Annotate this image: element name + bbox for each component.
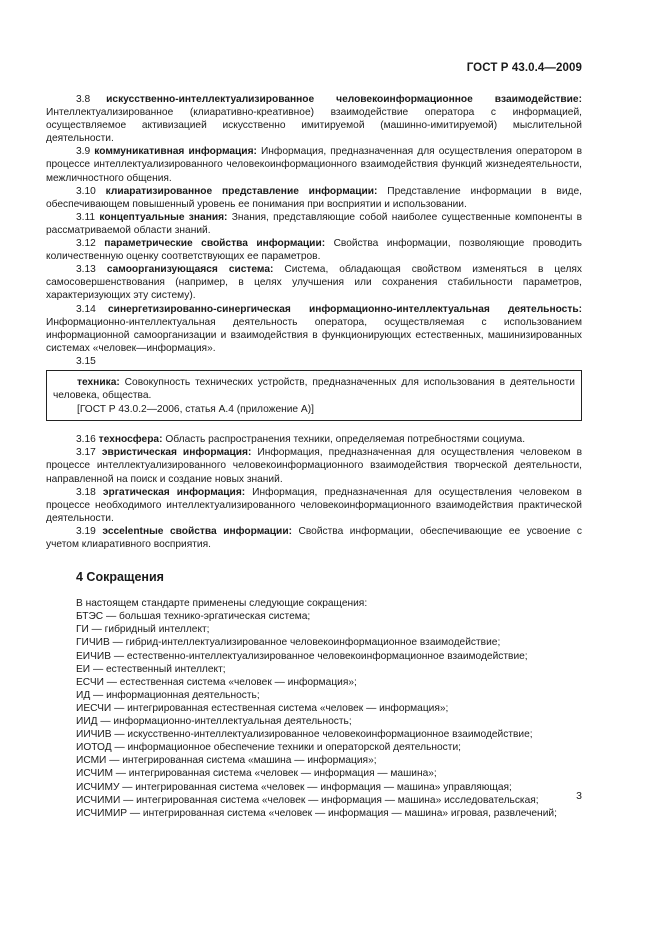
- term-definition: Представление информации в виде, обеспечивающем повышенный уровень ее понимания при восприятии и использовании.: [46, 185, 582, 210]
- abbreviations-list: [46, 610, 582, 806]
- term-entry: [46, 486, 582, 525]
- term-number: 3.16: [76, 434, 96, 446]
- abbreviation-item: ИЕСЧИ — интегрированная естественная система «человек — информация»;: [76, 702, 449, 714]
- term-entry: [46, 433, 582, 446]
- term-definition: Свойства информации, позволяющие проводить количественную оценку соответствующих ее параметров.: [46, 238, 582, 263]
- term-title: техносфера:: [98, 434, 163, 446]
- term-title: эргатическая информация:: [102, 486, 246, 498]
- term-entry: [46, 525, 582, 551]
- abbreviation-item: ИСЧИМУ — интегрированная система «человек — информация — машина» управляющая;: [76, 781, 512, 793]
- term-number: 3.19: [76, 525, 96, 537]
- term-number: 3.17: [76, 447, 96, 459]
- term-definition: Информация, предназначенная для осуществления человеком в процессе необходимого интеллектуализированного человекоинформационного взаимодействия практической деятельности.: [46, 486, 582, 524]
- term-definition: Информация, предназначенная для осуществления человеком в процессе интеллектуализированного человекоинформационного взаимодействия творческой деятельности, направленной на поиск и создание новых знаний.: [46, 447, 582, 485]
- term-definition: Интеллектуализированное (клиаративно-креативное) взаимодействие оператора с информацией, осуществляемое активизацией искусственно имитируемой (машинно-имитируемой) мыслительной деятельности.: [46, 107, 582, 145]
- abbreviation-item: БТЭС — большая технико-эргатическая система;: [76, 611, 311, 623]
- term-entry: [46, 303, 582, 355]
- abbreviation-item: ИСМИ — интегрированная система «машина — информация»;: [76, 755, 377, 767]
- abbreviation-item: ИД — информационная деятельность;: [76, 689, 260, 701]
- term-number: 3.18: [76, 486, 96, 498]
- term-title: эвристическая информация:: [101, 447, 252, 459]
- abbreviation-item: ИСЧИМИР — интегрированная система «человек — информация — машина» игровая, развлечений;: [76, 807, 557, 819]
- abbreviation-item: ЕСЧИ — естественная система «человек — информация»;: [76, 676, 357, 688]
- page-content: [46, 93, 582, 820]
- standard-designation: ГОСТ Р 43.0.4—2009: [466, 62, 582, 74]
- term-title: искусственно-интеллектуализированное человекоинформационное взаимодействие:: [106, 94, 582, 105]
- term-entry: [46, 446, 582, 485]
- abbreviation-item: ГИ — гибридный интеллект;: [76, 624, 210, 636]
- term-definition: Область распространения техники, определяемая потребностями социума.: [162, 434, 526, 446]
- term-definition: Свойства информации, обеспечивающие ее усвоение с учетом клиаративного восприятия.: [46, 525, 582, 550]
- term-definition: Система, обладающая свойством изменяться в целях самосовершенствования (например, в целях улучшения или сохранения стабильности параметров, характеризующих эту систему).: [46, 264, 583, 302]
- term-title: клиаратизированное представление информации:: [105, 185, 378, 197]
- terms-list-a: [46, 93, 582, 355]
- term-title: параметрические свойства информации:: [104, 238, 326, 250]
- term-number: 3.9: [76, 146, 91, 158]
- term-entry: [46, 263, 582, 302]
- boxed-term-text: Совокупность технических устройств, предназначенных для использования в деятельности человека, общества.: [53, 376, 575, 402]
- term-entry: [46, 145, 582, 184]
- term-title: коммуникативная информация:: [94, 146, 257, 158]
- boxed-term-definition: [53, 376, 575, 402]
- abbreviation-item: ИСЧИМ — интегрированная система «человек — информация — машина»;: [76, 768, 437, 780]
- section-4-heading: 4 Сокращения: [76, 570, 164, 585]
- abbreviations-intro: В настоящем стандарте применены следующие сокращения:: [76, 598, 368, 610]
- abbreviation-item: ИИЧИВ — искусственно-интеллектуализированное человекоинформационное взаимодействие;: [76, 729, 533, 741]
- term-title: концептуальные знания:: [99, 211, 228, 223]
- term-number: 3.8: [76, 94, 91, 105]
- term-number: 3.11: [76, 211, 96, 223]
- term-definition: Информационно-интеллектуальная деятельность оператора, осуществляемая с использованием информационной самоорганизации и взаимодействия в функционирующих естественных, машинизированных системах «человек—информация».: [46, 316, 582, 354]
- term-entry: [46, 93, 582, 145]
- boxed-term-source: [ГОСТ Р 43.0.2—2006, статья А.4 (приложение А)]: [77, 404, 314, 416]
- abbreviation-item: ИИД — информационно-интеллектуальная деятельность;: [76, 716, 352, 728]
- abbreviation-item: ИСЧИМИ — интегрированная система «человек — информация — машина» исследовательская;: [76, 794, 539, 806]
- term-entry: [46, 185, 582, 211]
- term-number: 3.13: [76, 264, 96, 276]
- term-number: 3.10: [76, 185, 96, 197]
- term-definition: Знания, представляющие собой наиболее существенные компоненты в рассматриваемой области знаний.: [46, 211, 582, 236]
- page-number: 3: [576, 790, 582, 802]
- term-entry: [46, 237, 582, 263]
- boxed-term-title: техника:: [77, 376, 120, 388]
- abbreviation-item: ГИЧИВ — гибрид-интеллектуализированное человекоинформационное взаимодействие;: [76, 637, 501, 649]
- terms-list-b: [46, 433, 582, 551]
- term-title: синергетизированно-синергическая информационно-интеллектуальная деятельность:: [108, 303, 582, 315]
- abbreviation-item: ЕИ — естественный интеллект;: [76, 663, 226, 675]
- term-number: 3.12: [76, 238, 96, 250]
- term-number: 3.14: [76, 303, 96, 315]
- term-definition: Информация, предназначенная для осуществления оператором в процессе интеллектуализированного человекоинформационного взаимодействия функций жизнедеятельности, межличностного общения.: [46, 146, 582, 184]
- quoted-term-box: [46, 370, 582, 421]
- term-title: эссelentные свойства информации:: [102, 525, 292, 537]
- abbreviation-item: ИОТОД — информационное обеспечение техники и операторской деятельности;: [76, 742, 461, 754]
- term-entry: [46, 211, 582, 237]
- abbreviation-item: ЕИЧИВ — естественно-интеллектуализированное человекоинформационное взаимодействие;: [76, 650, 528, 662]
- term-title: самоорганизующаяся система:: [106, 264, 274, 276]
- term-number-boxed: 3.15: [76, 355, 96, 367]
